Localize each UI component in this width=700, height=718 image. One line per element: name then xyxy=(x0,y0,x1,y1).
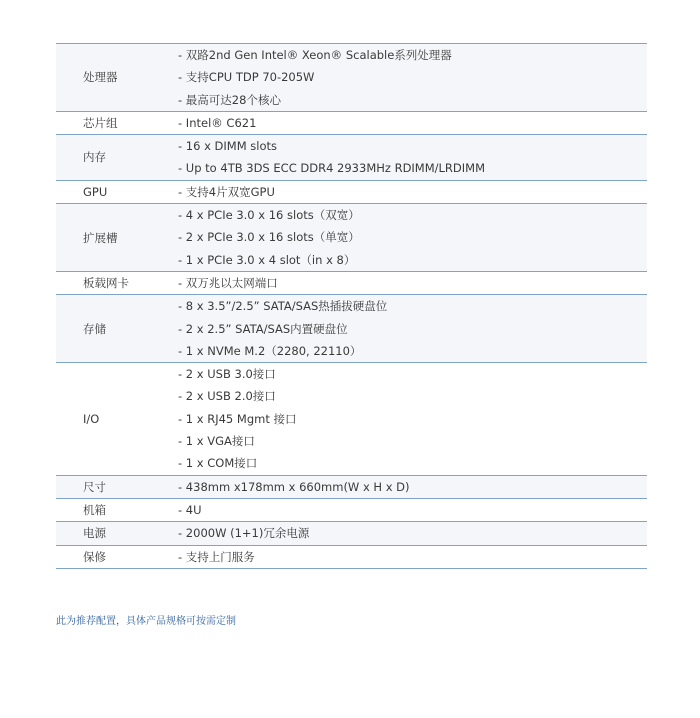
spec-table-body xyxy=(56,44,647,569)
spec-row xyxy=(56,522,647,545)
spec-values xyxy=(176,475,647,498)
spec-values xyxy=(176,180,647,203)
spec-row xyxy=(56,204,647,272)
spec-values xyxy=(176,135,647,181)
spec-row xyxy=(56,475,647,498)
spec-value-line: - 16 x DIMM slots xyxy=(178,139,278,154)
spec-value-line: - 1 x NVMe M.2（2280, 22110） xyxy=(178,343,362,358)
spec-label: 板载网卡 xyxy=(83,276,129,291)
spec-value-line: - 1 x COM接口 xyxy=(178,456,258,471)
spec-values xyxy=(176,522,647,545)
spec-values xyxy=(176,204,647,272)
spec-values xyxy=(176,271,647,294)
spec-value-line: - 4 x PCIe 3.0 x 16 slots（双宽） xyxy=(178,208,360,223)
spec-values xyxy=(176,44,647,112)
spec-value-line: - 双路2nd Gen Intel® Xeon® Scalable系列处理器 xyxy=(178,48,452,62)
spec-value-line: - 最高可达28个核心 xyxy=(178,92,281,107)
spec-label: 处理器 xyxy=(83,70,118,85)
spec-value-line: - 2000W (1+1)冗余电源 xyxy=(178,526,310,541)
spec-label: 尺寸 xyxy=(83,479,106,494)
spec-value-line: - 1 x RJ45 Mgmt 接口 xyxy=(178,411,297,426)
spec-value-line: - 2 x PCIe 3.0 x 16 slots（单宽） xyxy=(178,230,360,245)
spec-value-line: - 2 x 2.5” SATA/SAS内置硬盘位 xyxy=(178,321,348,336)
spec-label: 内存 xyxy=(83,150,106,165)
spec-row xyxy=(56,111,647,134)
spec-row xyxy=(56,135,647,181)
spec-value-line: - 1 x PCIe 3.0 x 4 slot（in x 8） xyxy=(178,252,356,267)
footnote: 此为推荐配置，具体产品规格可按需定制 xyxy=(56,616,236,627)
spec-row xyxy=(56,363,647,475)
spec-table xyxy=(56,43,647,569)
spec-row xyxy=(56,180,647,203)
spec-values xyxy=(176,295,647,363)
spec-label: 存储 xyxy=(83,321,106,336)
spec-label: 芯片组 xyxy=(83,116,118,131)
spec-row xyxy=(56,498,647,521)
spec-label: 电源 xyxy=(83,526,106,541)
spec-value-line: - Up to 4TB 3DS ECC DDR4 2933MHz RDIMM/LRDIMM xyxy=(178,161,486,176)
spec-value-line: - 2 x USB 2.0接口 xyxy=(178,389,276,404)
spec-value-line: - 双万兆以太网端口 xyxy=(178,275,278,290)
spec-value-line: - 支持4片双宽GPU xyxy=(178,184,275,199)
spec-value-line: - 8 x 3.5”/2.5” SATA/SAS热插拔硬盘位 xyxy=(178,299,388,314)
spec-label: I/O xyxy=(83,411,100,426)
spec-row xyxy=(56,271,647,294)
spec-value-line: - 支持CPU TDP 70-205W xyxy=(178,70,315,85)
spec-value-line: - 支持上门服务 xyxy=(178,549,255,564)
spec-value-line: - 438mm x178mm x 660mm(W x H x D) xyxy=(178,479,410,494)
spec-value-line: - 4U xyxy=(178,502,202,517)
spec-values xyxy=(176,498,647,521)
spec-label: 保修 xyxy=(83,549,106,564)
spec-value-line: - Intel® C621 xyxy=(178,115,257,130)
spec-label: 机箱 xyxy=(83,503,106,518)
spec-value-line: - 2 x USB 3.0接口 xyxy=(178,367,276,382)
spec-row xyxy=(56,295,647,363)
spec-value-line: - 1 x VGA接口 xyxy=(178,434,255,449)
spec-row xyxy=(56,545,647,568)
spec-values xyxy=(176,363,647,475)
spec-label: GPU xyxy=(83,184,108,199)
spec-label: 扩展槽 xyxy=(83,230,118,245)
spec-row xyxy=(56,44,647,112)
spec-values xyxy=(176,545,647,568)
spec-values xyxy=(176,111,647,134)
